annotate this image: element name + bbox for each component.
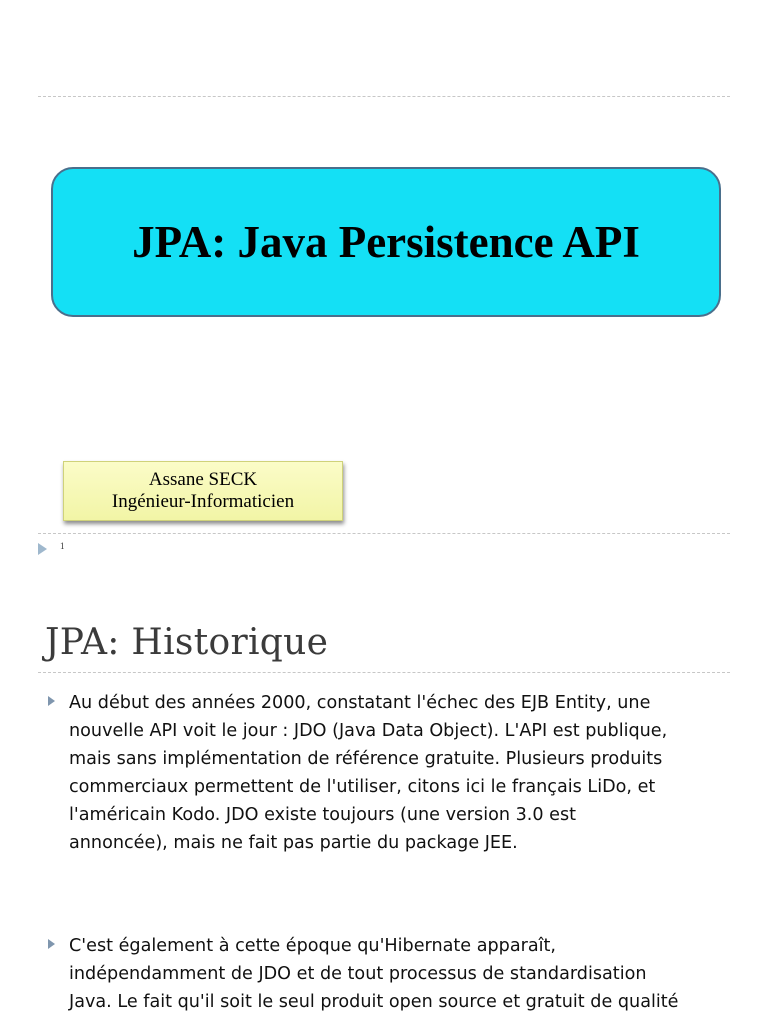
bullet-arrow-icon: [48, 696, 55, 706]
bullet-line: mais sans implémentation de référence gratuite. Plusieurs produits: [69, 749, 663, 769]
page-arrow-icon: [38, 543, 47, 555]
author-box: [63, 461, 343, 521]
bullet-line: Java. Le fait qu'il soit le seul produit open source et gratuit de qualité: [69, 992, 679, 1012]
bullet-line: C'est également à cette époque qu'Hibernate apparaît,: [69, 936, 556, 956]
bullet-arrow-icon: [48, 939, 55, 949]
bullet-line: nouvelle API voit le jour : JDO (Java Data Object). L'API est publique,: [69, 721, 668, 741]
title-box: [51, 167, 721, 317]
slide-footer-divider: [38, 533, 730, 534]
author-name: Assane SECK: [148, 469, 258, 490]
bullet-line: indépendamment de JDO et de tout processus de standardisation: [69, 964, 647, 984]
section-title-divider: [38, 672, 730, 673]
bullet-line: annoncée), mais ne fait pas partie du package JEE.: [69, 833, 518, 853]
bullet-line: commerciaux permettent de l'utiliser, citons ici le français LiDo, et: [69, 777, 656, 797]
bullet-line: l'américain Kodo. JDO existe toujours (une version 3.0 est: [69, 805, 577, 825]
author-role: Ingénieur-Informaticien: [111, 491, 295, 512]
bullet-text: [69, 689, 727, 857]
slide-top-divider: [38, 96, 730, 97]
section-title: JPA: Historique: [45, 622, 329, 663]
bullet-text: [69, 932, 727, 1016]
slide-title: JPA: Java Persistence API: [132, 217, 640, 267]
page-number: 1: [60, 541, 65, 551]
bullet-line: Au début des années 2000, constatant l'échec des EJB Entity, une: [69, 693, 651, 713]
